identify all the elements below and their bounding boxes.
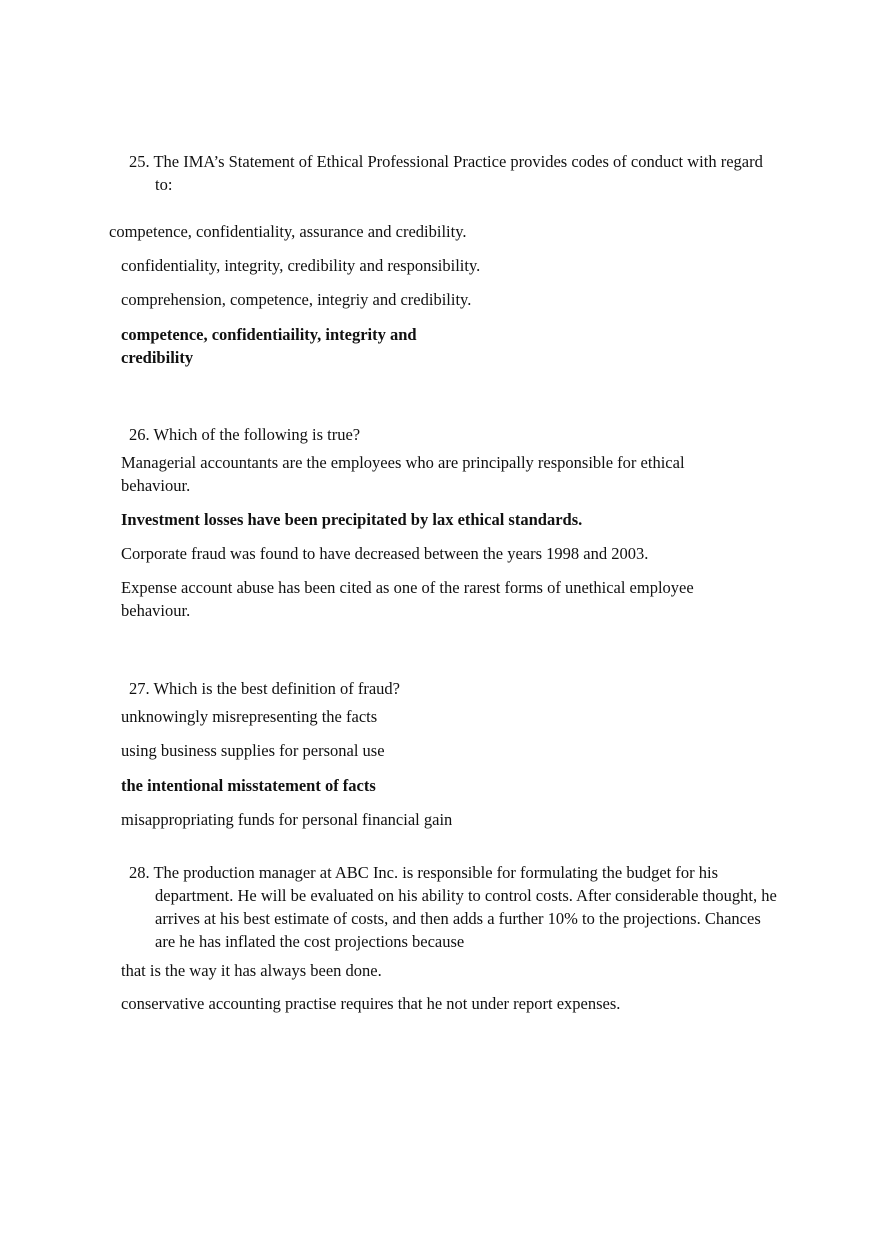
option: unknowingly misrepresenting the facts — [121, 707, 378, 726]
question-26 — [129, 423, 780, 446]
question-27 — [129, 677, 780, 700]
correct-option: competence, confidentiaility, integrity and credibility — [121, 325, 417, 367]
question-number: 25. — [129, 152, 150, 171]
question-text: The production manager at ABC Inc. is responsible for formulating the budget for his department. He will be evaluated on his ability to control costs. After considerable thought, he arrives at his best estimate of costs, and then adds a further 10% to the projections. Chances are he has inflated the cost projections because — [153, 863, 777, 951]
option: comprehension, competence, integriy and credibility. — [121, 290, 472, 309]
option: using business supplies for personal use — [121, 741, 385, 760]
option: Corporate fraud was found to have decreased between the years 1998 and 2003. — [121, 544, 649, 563]
question-number: 28. — [129, 863, 150, 882]
option: Managerial accountants are the employees who are principally responsible for ethical behaviour. — [121, 453, 685, 495]
option: that is the way it has always been done. — [121, 961, 382, 980]
option: conservative accounting practise requires that he not under report expenses. — [121, 994, 621, 1013]
question-text: Which of the following is true? — [153, 425, 361, 444]
question-25 — [129, 150, 780, 196]
correct-option: Investment losses have been precipitated by lax ethical standards. — [121, 510, 583, 529]
question-text: Which is the best definition of fraud? — [153, 679, 400, 698]
question-number: 27. — [129, 679, 150, 698]
question-text: The IMA’s Statement of Ethical Professional Practice provides codes of conduct with regard to: — [153, 152, 763, 194]
question-number: 26. — [129, 425, 150, 444]
question-28 — [129, 861, 780, 953]
option: competence, confidentiality, assurance and credibility. — [109, 222, 467, 241]
option: misappropriating funds for personal financial gain — [121, 810, 453, 829]
option: confidentiality, integrity, credibility and responsibility. — [121, 256, 481, 275]
correct-option: the intentional misstatement of facts — [121, 776, 376, 795]
option: Expense account abuse has been cited as one of the rarest forms of unethical employee behaviour. — [121, 578, 694, 620]
